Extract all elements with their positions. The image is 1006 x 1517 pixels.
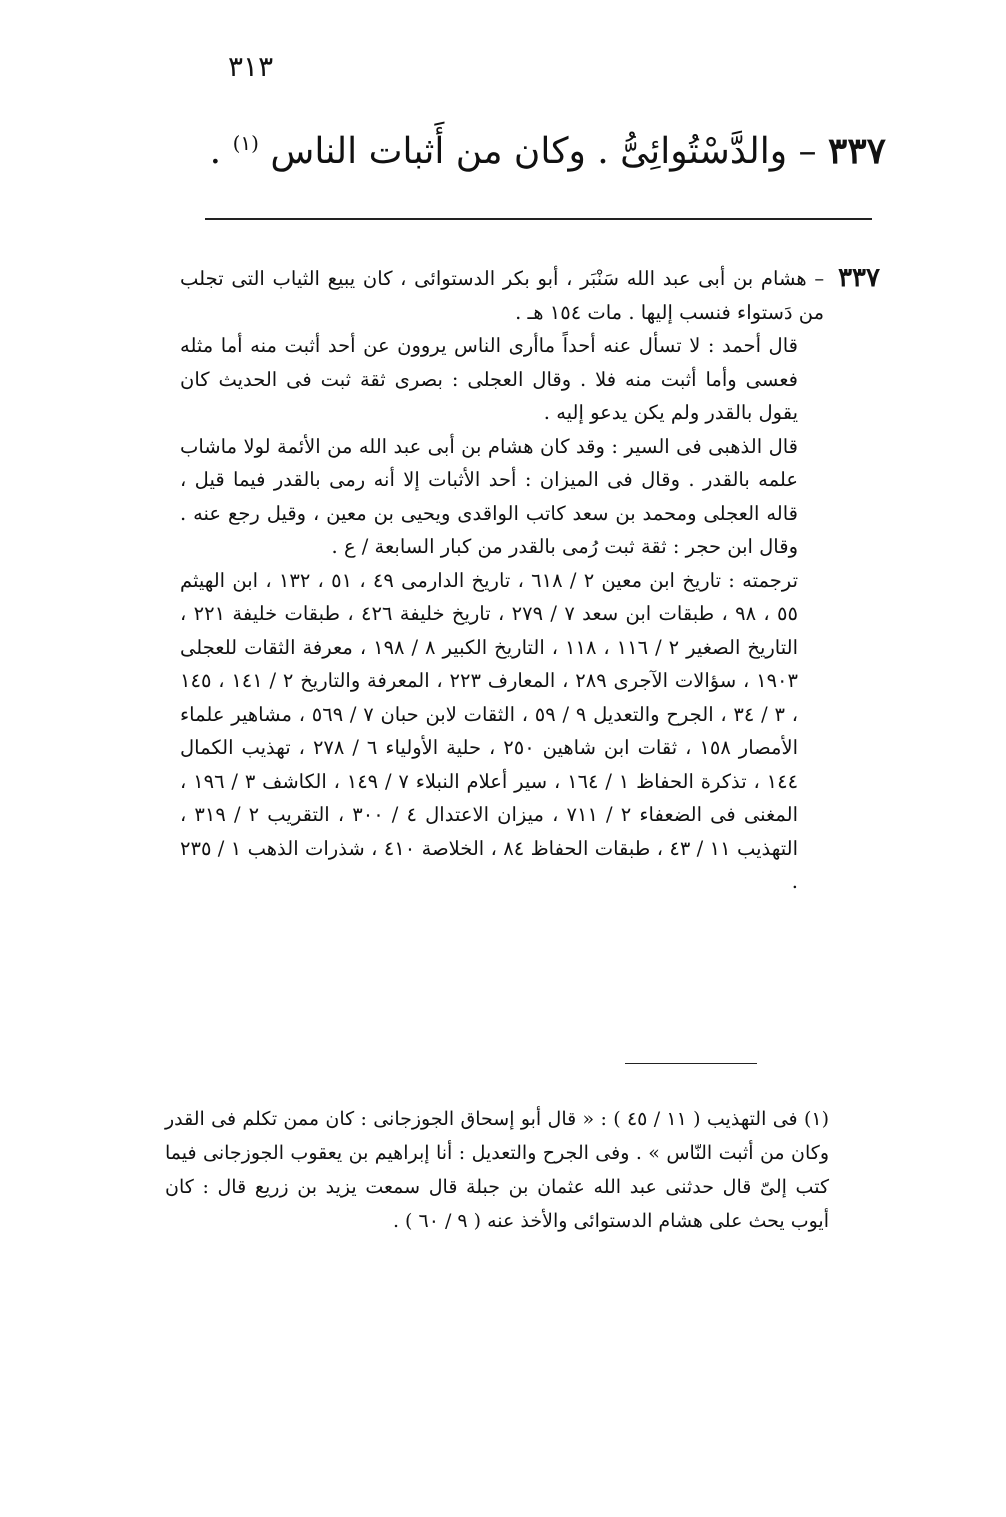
- paragraph-sources: ترجمته : تاريخ ابن معين ٢ / ٦١٨ ، تاريخ الدارمى ٤٩ ، ٥١ ، ١٣٢ ، ابن الهيثم ٥٥ ، ٩٨ ، طبقات ابن سعد ٧ / ٢٧٩ ، تاريخ خليفة ٤٢٦ ، طبقات خليفة ٢٢١ ، التاريخ الصغير ٢ / ١١٦ ، ١١٨ ، التاريخ الكبير ٨ / ١٩٨ ، معرفة الثقات للعجلى ١٩٠٣ ، سؤالات الآجرى ٢٨٩ ، المعارف ٢٢٣ ، المعرفة والتاريخ ٢ / ١٤١ ، ١٤٥ ، ٣ / ٣٤ ، الجرح والتعديل ٩ / ٥٩ ، الثقات لابن حبان ٧ / ٥٦٩ ، مشاهير علماء الأمصار ١٥٨ ، ثقات ابن شاهين ٢٥٠ ، حلية الأولياء ٦ / ٢٧٨ ، تهذيب الكمال ١٤٤ ، تذكرة الحفاظ ١ / ١٦٤ ، سير أعلام النبلاء ٧ / ١٤٩ ، الكاشف ٣ / ١٩٦ ، المغنى فى الضعفاء ٢ / ٧١١ ، ميزان الاعتدال ٤ / ٣٠٠ ، التقريب ٢ / ٣١٩ ، التهذيب ١١ / ٤٣ ، طبقات الحفاظ ٨٤ ، الخلاصة ٤١٠ ، شذرات الذهب ١ / ٢٣٥ .: [180, 568, 799, 893]
- heading-end: .: [209, 131, 222, 172]
- entry-first-paragraph: [180, 262, 880, 329]
- heading-number: ٣٣٧: [827, 130, 886, 172]
- paragraph-biography: – هشام بن أبى عبد الله سَنْبَر ، أبو بكر الدستوائى ، كان يبيع الثياب التى تجلب من دَستواء فنسب إليها . مات ١٥٤ هـ .: [180, 267, 825, 324]
- footnote-divider: [625, 1063, 757, 1064]
- page-number: ٣١٣: [228, 50, 274, 83]
- header-divider: [205, 218, 872, 220]
- paragraph-dhahabi-quote: قال الذهبى فى السير : وقد كان هشام بن أبى عبد الله من الأئمة لولا ماشاب علمه بالقدر . وقال فى الميزان : أحد الأثبات إلا أنه رمى بالقدر فيما قيل ، قاله العجلى ومحمد بن سعد كاتب الواقدى ويحيى بن معين ، وقيل رجع عنه . وقال ابن حجر : ثقة ثبت رُمى بالقدر من كبار السابعة / ع .: [180, 434, 798, 558]
- entry-heading: [186, 130, 886, 172]
- paragraph-ahmad-quote: قال أحمد : لا تسأل عنه أحداً ماأرى الناس يروون عن أحد أثبت منه أما مثله فعسى وأما أثبت منه فلا . وقال العجلى : بصرى ثقة ثبت فى الحديث كان يقول بالقدر ولم يكن يدعو إليه .: [180, 334, 798, 424]
- heading-text: – والدَّسْتُوائِىُّ . وكان من أَثبات الناس: [270, 131, 817, 172]
- footnote: [165, 1102, 877, 1238]
- footnote-text: (١) فى التهذيب ( ١١ / ٤٥ ) : « قال أبو إسحاق الجوزجانى : كان ممن تكلم فى القدر وكان من أثبت النّاس » . وفى الجرح والتعديل : أنا إبراهيم بن يعقوب الجوزجانى فيما كتب إلىّ قال حدثنى عبد الله عثمان بن جبلة قال سمعت يزيد بن زريع قال : كان أيوب يحث على هشام الدستوائى والأخذ عنه ( ٩ / ٦٠ ) .: [165, 1108, 829, 1232]
- main-text: [180, 262, 880, 899]
- footnote-reference: (١): [232, 131, 259, 155]
- entry-number: ٣٣٧: [838, 263, 880, 293]
